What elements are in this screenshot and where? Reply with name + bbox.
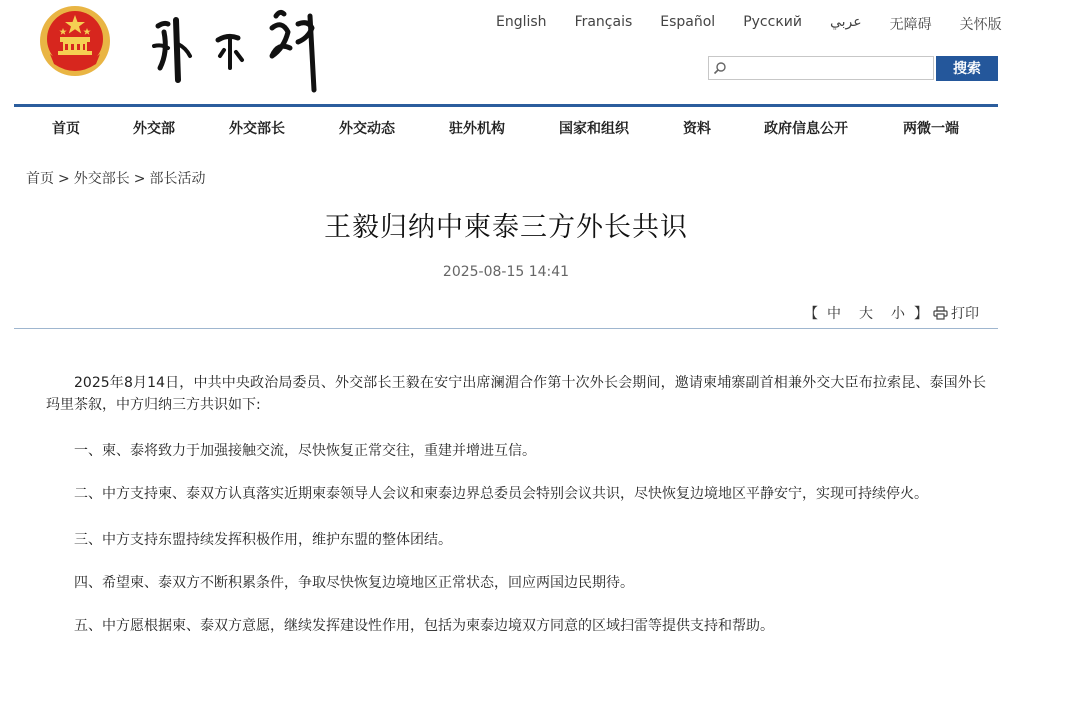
main-nav (14, 107, 998, 147)
bracket-open: 【 (804, 306, 818, 322)
print-label: 打印 (951, 306, 979, 322)
breadcrumb-minister-link[interactable]: 外交部长 (73, 171, 130, 187)
nav-item-home[interactable]: 首页 (52, 121, 80, 137)
article-paragraph: 一、柬、泰将致力于加强接触交流，尽快恢复正常交往，重建并增进互信。 (74, 443, 536, 459)
nav-item-social-media[interactable]: 两微一端 (903, 121, 959, 137)
language-bar (496, 14, 1002, 34)
article-body (46, 372, 986, 637)
breadcrumb-separator: > (133, 171, 146, 187)
font-size-selector (804, 303, 928, 323)
font-size-medium-button[interactable]: 中 (827, 306, 841, 322)
article-title: 王毅归纳中柬泰三方外长共识 (324, 212, 688, 243)
nav-item-minister[interactable]: 外交部长 (229, 121, 285, 137)
lang-russian-link[interactable]: Русский (743, 14, 802, 30)
article-paragraph: 二、中方支持柬、泰双方认真落实近期柬泰领导人会议和柬泰边界总委员会特别会议共识，尽快恢复边境地区平静安宁，实现可持续停火。 (74, 486, 928, 502)
elderly-care-link[interactable]: 关怀版 (959, 17, 1002, 33)
nav-item-countries-organizations[interactable]: 国家和组织 (559, 121, 629, 137)
font-size-large-button[interactable]: 大 (859, 306, 873, 322)
breadcrumb-home-link[interactable]: 首页 (26, 171, 54, 187)
breadcrumb-activities-link[interactable]: 部长活动 (149, 171, 206, 187)
accessibility-link[interactable]: 无障碍 (889, 17, 932, 33)
breadcrumb-separator: > (58, 171, 70, 187)
print-button[interactable] (933, 303, 979, 323)
article-paragraph: 五、中方愿根据柬、泰双方意愿，继续发挥建设性作用，包括为柬泰边境双方同意的区域扫雷等提供支持和帮助。 (74, 618, 774, 634)
search-input[interactable] (731, 57, 931, 79)
article-paragraph: 三、中方支持东盟持续发挥积极作用，维护东盟的整体团结。 (74, 532, 452, 548)
article-paragraph: 四、希望柬、泰双方不断积累条件，争取尽快恢复边境地区正常状态，回应两国边民期待。 (74, 575, 634, 591)
nav-item-missions-abroad[interactable]: 驻外机构 (449, 121, 505, 137)
search-box (708, 56, 934, 80)
article-paragraph: 2025年8月14日，中共中央政治局委员、外交部长王毅在安宁出席澜湄合作第十次外长会期间，邀请柬埔寨副首相兼外交大臣布拉索昆、泰国外长玛里茶叙，中方归纳三方共识如下: (46, 375, 986, 413)
lang-french-link[interactable]: Français (574, 14, 633, 30)
printer-icon (933, 306, 948, 320)
search-button[interactable]: 搜索 (936, 56, 998, 81)
nav-item-resources[interactable]: 资料 (683, 121, 711, 137)
article-divider (14, 328, 998, 329)
nav-item-diplomatic-news[interactable]: 外交动态 (339, 121, 395, 137)
nav-item-ministry[interactable]: 外交部 (133, 121, 175, 137)
search-icon (713, 61, 727, 75)
font-size-small-button[interactable]: 小 (891, 306, 905, 322)
nav-item-government-info[interactable]: 政府信息公开 (764, 121, 848, 137)
national-emblem-logo[interactable] (38, 4, 112, 78)
breadcrumb (26, 168, 205, 188)
lang-spanish-link[interactable]: Español (660, 14, 716, 30)
article-date: 2025-08-15 14:41 (442, 264, 570, 280)
lang-english-link[interactable]: English (496, 14, 547, 30)
bracket-close: 】 (914, 306, 928, 322)
calligraphy-wordmark-logo[interactable] (148, 2, 333, 94)
lang-arabic-link[interactable]: عربي (829, 14, 862, 30)
